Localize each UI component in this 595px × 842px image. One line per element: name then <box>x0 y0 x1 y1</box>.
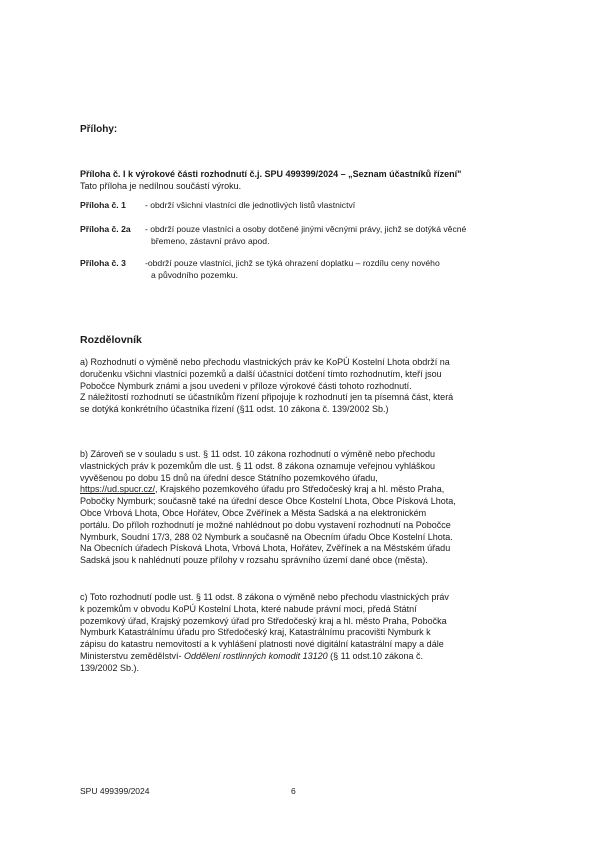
attachment-text-line: - obdrží pouze vlastníci a osoby dotčené jinými věcnými právy, jichž se dotýká věcné <box>145 224 467 234</box>
paragraph-b <box>80 449 513 567</box>
text-line: Z náležitostí rozhodnutí se účastníkům řízení připojuje k rozhodnutí jen ta písemná část, která <box>80 392 454 403</box>
text-line: portálu. Do příloh rozhodnutí je možné nahlédnout po dobu vystavení rozhodnutí na Pobočce <box>80 519 451 530</box>
text-fragment: (§ 11 odst.10 zákona č. <box>327 650 424 661</box>
text-fragment: Ministerstvu zemědělství- <box>80 650 185 661</box>
text-line: Obce Vrbová Lhota, Obce Hořátev, Obce Zvěřínek a Města Sadská a na elektronickém <box>80 507 427 518</box>
attachment-text-line: -obdrží pouze vlastníci, jichž se týká ohrazení doplatku – rozdílu ceny nového <box>145 258 440 268</box>
attachment-item <box>80 200 520 214</box>
attachment-text: - obdrží všichni vlastníci dle jednotlivých listů vlastnictví <box>145 200 356 210</box>
text-line: zápisu do katastru nemovitostí a k vyhlášení platnosti nové digitální katastrální mapy a dále <box>80 639 444 650</box>
text-line: b) Zároveň se v souladu s ust. § 11 odst. 10 zákona rozhodnutí o výměně nebo přechodu <box>80 449 436 459</box>
text-line: Pobočce Nymburk známi a jsou uvedeni v příloze výrokové části tohoto rozhodnutí. <box>80 380 412 391</box>
text-line: Nymburk Katastrálnímu úřadu pro Středočeský kraj, Katastrálnímu pracovišti Nymburk k <box>80 627 431 638</box>
attachment-text <box>145 224 518 247</box>
text-line: c) Toto rozhodnutí podle ust. § 11 odst. 8 zákona o výměně nebo přechodu vlastnických práv <box>80 592 449 602</box>
attachment-label: Příloha č. 3 <box>80 258 126 268</box>
attachment-item <box>80 224 520 250</box>
paragraph-a <box>80 357 513 416</box>
attachments-heading: Přílohy: <box>80 124 118 135</box>
distribution-heading: Rozdělovník <box>80 334 142 346</box>
text-line: doručenku všichni vlastníci pozemků a další účastníci dotčení tímto rozhodnutím, kteří jsou <box>80 368 442 379</box>
attachment-text-line: břemeno, zástavní právo apod. <box>151 235 270 246</box>
attachment-label: Příloha č. 1 <box>80 200 126 210</box>
attachment-text-line: a původního pozemku. <box>151 269 238 280</box>
text-line: Nymburk, Soudní 17/3, 288 02 Nymburk a současně na Obecním úřadu Obce Kostelní Lhota. <box>80 531 453 542</box>
attachment-item <box>80 258 520 284</box>
footer-document-id: SPU 499399/2024 <box>80 786 150 796</box>
text-line <box>80 484 513 496</box>
text-line: vlastnických práv k pozemkům dle ust. § 11 odst. 8 zákona oznamuje veřejnou vyhláškou <box>80 460 436 471</box>
text-line: 139/2002 Sb.). <box>80 662 140 673</box>
department-name: Oddělení rostlinných komodit 13120 <box>184 650 328 661</box>
text-line: Sadská jsou k nahlédnutí pouze přílohy v rozsahu správního území dané obce (města). <box>80 555 428 566</box>
attachment-main <box>80 168 520 192</box>
text-line: Na Obecních úřadech Písková Lhota, Vrbová Lhota, Hořátev, Zvěřínek a na Městském úřadu <box>80 543 451 554</box>
text-line: se dotýká konkrétního účastníka řízení (§11 odst. 10 zákona č. 139/2002 Sb.) <box>80 404 389 415</box>
attachment-main-note: Tato příloha je nedílnou součástí výroku. <box>80 181 242 191</box>
text-fragment: , Krajského pozemkového úřadu pro Středočeský kraj a hl. město Praha, <box>155 484 445 495</box>
text-line: k pozemkům v obvodu KoPÚ Kostelní Lhota, které nabude právní moci, předá Státní <box>80 603 417 614</box>
attachment-main-title: Příloha č. I k výrokové části rozhodnutí č.j. SPU 499399/2024 – „Seznam účastníků řízení" <box>80 169 462 179</box>
footer-page-number: 6 <box>291 786 296 796</box>
attachment-text <box>145 258 518 281</box>
text-line: pozemkový úřad, Krajský pozemkový úřad pro Středočeský kraj a hl. město Praha, Pobočka <box>80 615 447 626</box>
paragraph-c <box>80 592 513 675</box>
text-line <box>80 651 513 663</box>
text-line: Pobočky Nymburk; současně také na úřední desce Obce Kostelní Lhota, Obce Písková Lhota, <box>80 496 456 507</box>
text-line: vyvěšenou po dobu 15 dnů na úřední desce Státního pozemkového úřadu, <box>80 472 378 483</box>
attachment-label: Příloha č. 2a <box>80 224 131 234</box>
text-line: a) Rozhodnutí o výměně nebo přechodu vlastnických práv ke KoPÚ Kostelní Lhota obdrží na <box>80 357 450 367</box>
spu-link[interactable]: https://ud.spucr.cz/ <box>80 484 156 495</box>
